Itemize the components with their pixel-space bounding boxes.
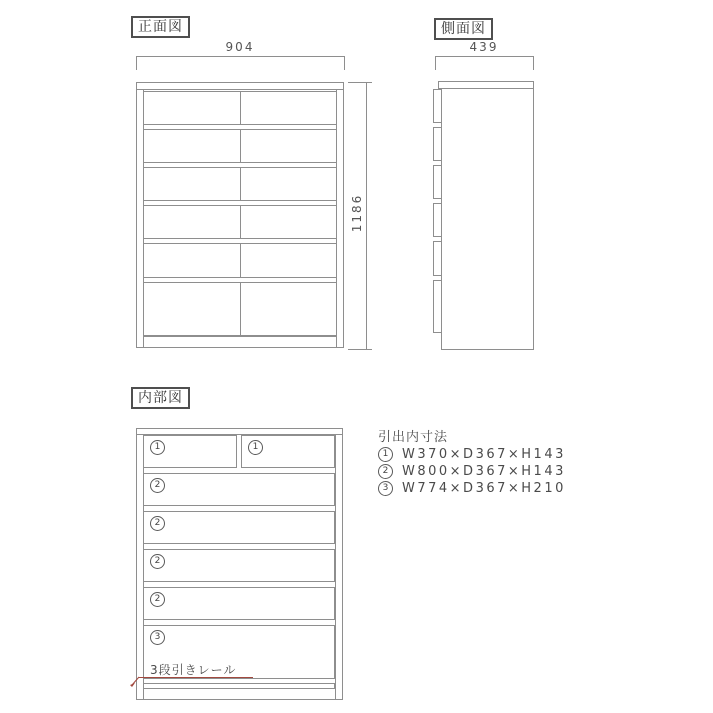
front-width-dim-tick-left (136, 56, 137, 70)
drawer-divider-line (240, 92, 241, 124)
rail-note-leader-arrow (129, 676, 141, 689)
spec-title: 引出内寸法 (378, 430, 449, 445)
side-view-label: 側面図 (434, 18, 493, 40)
front-bottom-rail-line (143, 336, 337, 337)
side-depth-dim-tick-right (533, 56, 534, 70)
spec-item-2 (378, 464, 566, 479)
rail-note-underline (139, 677, 253, 678)
side-drawer-front-6 (433, 280, 442, 333)
drawer-number-badge: 1 (150, 440, 165, 455)
spec-number-badge: 1 (378, 447, 393, 462)
internal-view-label: 内部図 (131, 387, 190, 409)
front-width-dim-tick-right (344, 56, 345, 70)
spec-number-badge: 2 (378, 464, 393, 479)
front-drawer-row-5 (143, 243, 337, 278)
drawer-divider-line (240, 244, 241, 277)
side-drawer-front-3 (433, 165, 442, 199)
drawer-number-badge: 2 (150, 478, 165, 493)
spec-item-3 (378, 481, 566, 496)
drawer-divider-line (240, 283, 241, 335)
spec-number-badge: 3 (378, 481, 393, 496)
spec-dimensions: W800×D367×H143 (402, 464, 566, 479)
drawer-divider-line (240, 206, 241, 238)
drawer-divider-line (240, 130, 241, 162)
drawer-number-badge: 2 (150, 554, 165, 569)
front-top-panel-line (137, 89, 343, 90)
spec-item-1 (378, 447, 566, 462)
spec-dimensions: W370×D367×H143 (402, 447, 566, 462)
front-height-dim-tick-top (348, 82, 372, 83)
side-drawer-front-4 (433, 203, 442, 237)
front-height-dim-tick-bottom (348, 349, 372, 350)
side-drawer-front-1 (433, 89, 442, 123)
front-drawer-row-1 (143, 91, 337, 125)
front-view-label: 正面図 (131, 16, 190, 38)
drawer-number-badge: 1 (248, 440, 263, 455)
front-width-dim-line (136, 56, 344, 57)
side-depth-dim-tick-left (435, 56, 436, 70)
drawer-number-badge: 2 (150, 592, 165, 607)
internal-drawer-1-left (143, 435, 237, 468)
side-drawer-front-2 (433, 127, 442, 161)
rail-note-text: 3段引きレール (150, 663, 237, 677)
front-drawer-row-3 (143, 167, 337, 201)
drawer-spec-block (378, 426, 566, 496)
internal-bottom-rail (143, 683, 335, 689)
drawer-number-badge: 2 (150, 516, 165, 531)
spec-dimensions: W774×D367×H210 (402, 481, 566, 496)
internal-drawer-4 (143, 549, 335, 582)
side-depth-dimension: 439 (469, 40, 499, 54)
drawer-divider-line (240, 168, 241, 200)
front-cabinet (136, 82, 344, 348)
side-depth-dim-line (435, 56, 533, 57)
internal-drawer-1-right (241, 435, 335, 468)
internal-drawer-3 (143, 511, 335, 544)
drawer-number-badge: 3 (150, 630, 165, 645)
front-drawer-row-2 (143, 129, 337, 163)
side-drawer-front-5 (433, 241, 442, 276)
front-height-dimension: 1186 (350, 193, 364, 233)
internal-cabinet (136, 428, 343, 700)
front-width-dimension: 904 (225, 40, 255, 54)
side-body (441, 88, 534, 350)
front-drawer-row-4 (143, 205, 337, 239)
internal-drawer-5 (143, 587, 335, 620)
internal-right-stile-line (335, 434, 336, 699)
front-height-dim-line (366, 82, 367, 349)
front-drawer-row-6 (143, 282, 337, 336)
internal-drawer-2 (143, 473, 335, 506)
